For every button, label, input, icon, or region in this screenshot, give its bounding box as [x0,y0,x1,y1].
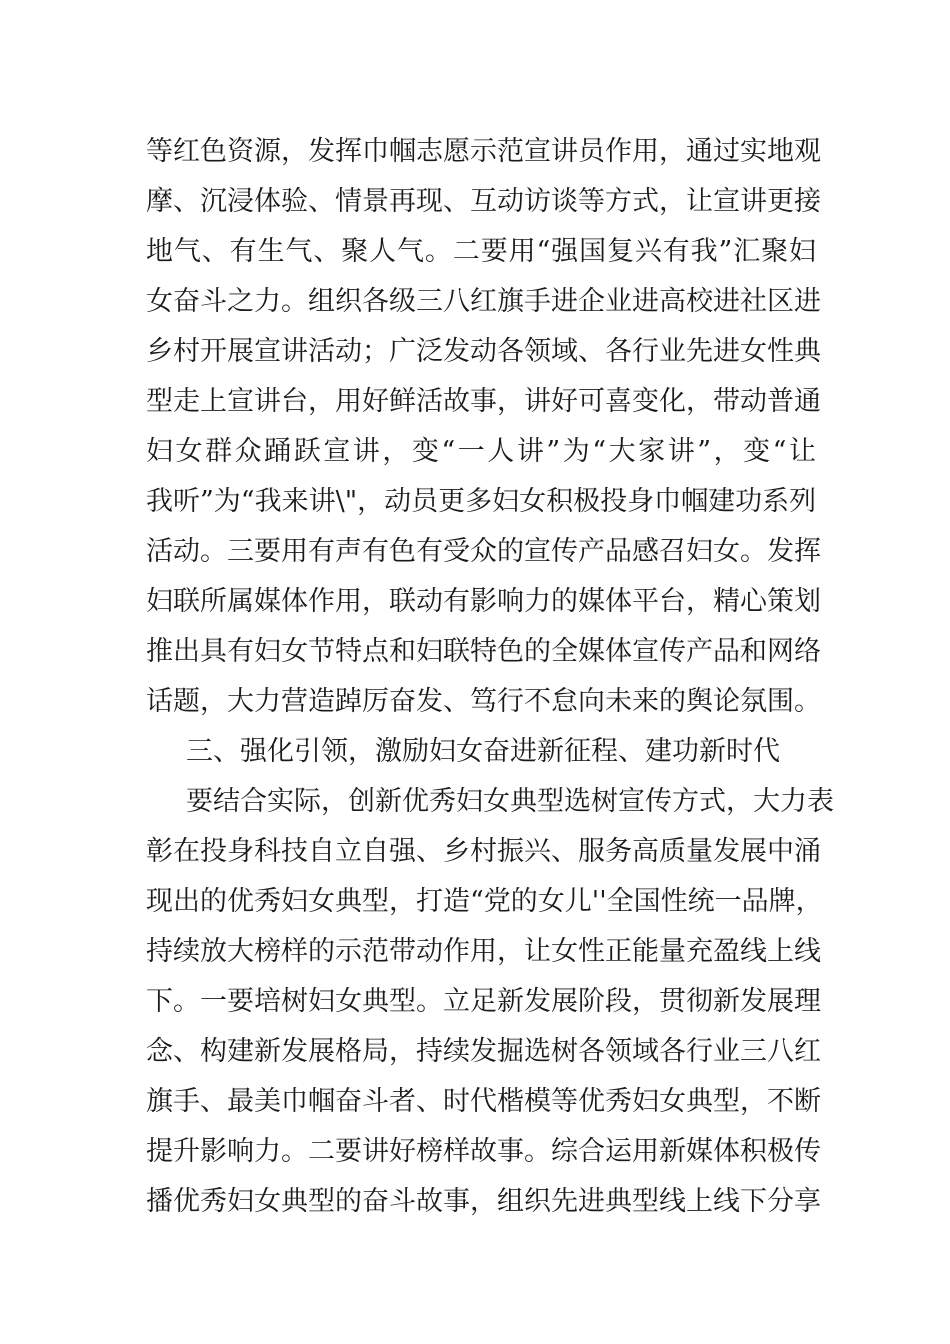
paragraph-line: 推出具有妇女节特点和妇联特色的全媒体宣传产品和网络 [146,636,821,667]
paragraph-line: 等红色资源，发挥巾帼志愿示范宣讲员作用，通过实地观 [146,136,821,167]
section-heading: 三、强化引领，激励妇女奋进新征程、建功新时代 [186,736,780,767]
paragraph-line: 活动。三要用有声有色有受众的宣传产品感召妇女。发挥 [146,536,821,567]
section-paragraph-line: 持续放大榜样的示范带动作用，让女性正能量充盈线上线 [146,936,821,967]
section-paragraph-line: 旗手、最美巾帼奋斗者、时代楷模等优秀妇女典型，不断 [146,1086,821,1117]
section-paragraph-line: 下。一要培树妇女典型。立足新发展阶段，贯彻新发展理 [146,986,821,1017]
paragraph-line: 乡村开展宣讲活动；广泛发动各领域、各行业先进女性典 [146,336,821,367]
section-paragraph-line: 念、构建新发展格局，持续发掘选树各领域各行业三八红 [146,1036,821,1067]
paragraph-line: 型走上宣讲台，用好鲜活故事，讲好可喜变化，带动普通 [146,386,821,417]
paragraph-line: 我听”为“我来讲\"，动员更多妇女积极投身巾帼建功系列 [146,486,817,517]
paragraph-line: 地气、有生气、聚人气。二要用“强国复兴有我”汇聚妇 [146,236,816,267]
paragraph-line: 女奋斗之力。组织各级三八红旗手进企业进高校进社区进 [146,286,821,317]
section-paragraph-line: 要结合实际，创新优秀妇女典型选树宣传方式，大力表 [186,786,834,817]
section-paragraph-line: 彰在投身科技自立自强、乡村振兴、服务高质量发展中涌 [146,836,821,867]
paragraph-line: 摩、沉浸体验、情景再现、互动访谈等方式，让宣讲更接 [146,186,821,217]
paragraph-line: 话题，大力营造踔厉奋发、笃行不怠向未来的舆论氛围。 [146,686,821,717]
section-paragraph-line: 提升影响力。二要讲好榜样故事。综合运用新媒体积极传 [146,1136,821,1167]
section-paragraph-line: 播优秀妇女典型的奋斗故事，组织先进典型线上线下分享 [146,1186,821,1217]
paragraph-line: 妇女群众踊跃宣讲，变“一人讲”为“大家讲”，变“让 [146,436,816,467]
section-paragraph-line: 现出的优秀妇女典型，打造“党的女儿''全国性统一品牌， [146,886,823,917]
paragraph-line: 妇联所属媒体作用，联动有影响力的媒体平台，精心策划 [146,586,821,617]
